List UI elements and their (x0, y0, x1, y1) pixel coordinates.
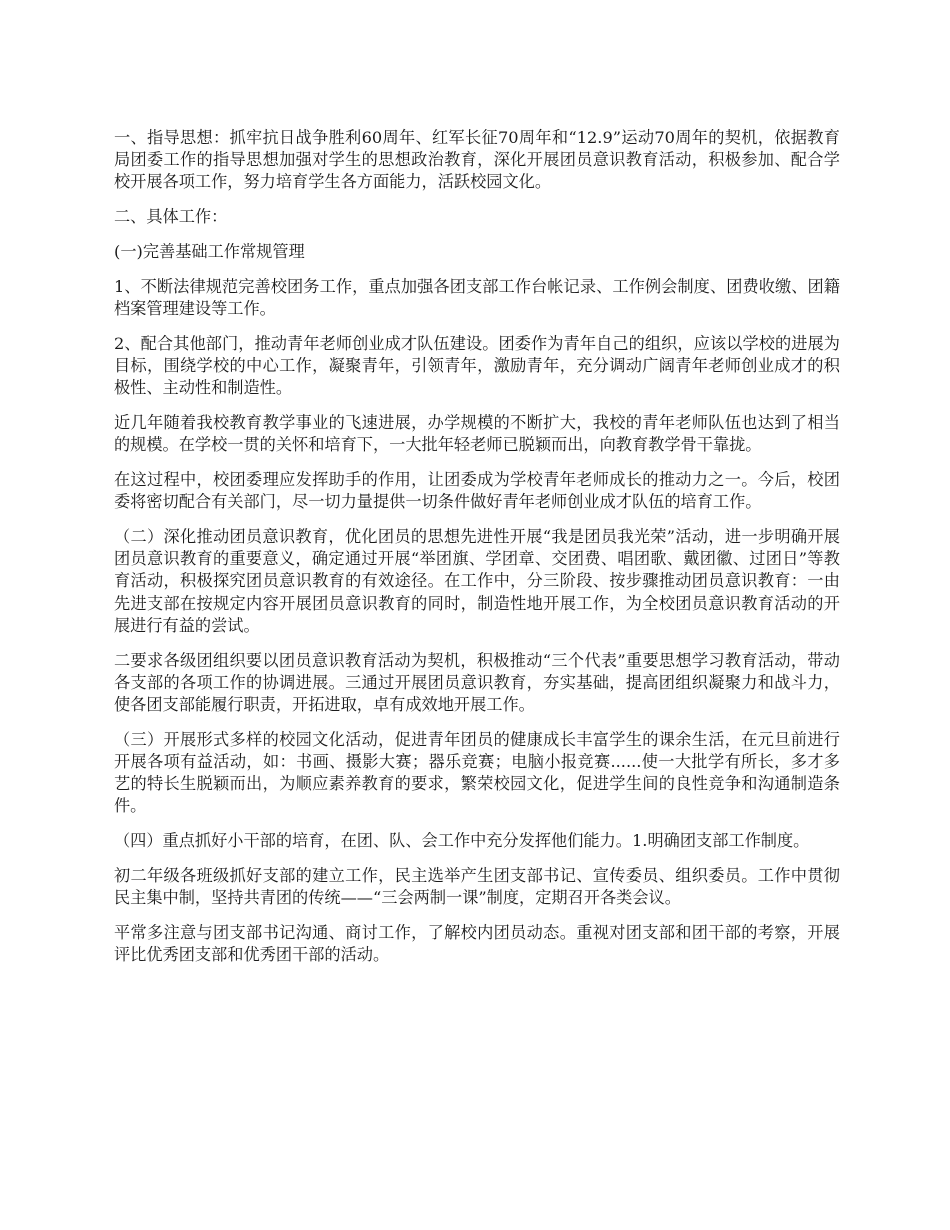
paragraph-section-3: （三）开展形式多样的校园文化活动，促进青年团员的健康成长丰富学生的课余生活，在元旦前进行开展各项有益活动，如：书画、摄影大赛；器乐竞赛；电脑小报竞赛......使一大批学有所长，多才多艺的特长生脱颖而出，为顺应素养教育的要求，繁荣校园文化，促进学生间的良性竞争和沟通制造条件。 (114, 729, 840, 816)
paragraph-grade-two-branches: 初二年级各班级抓好支部的建立工作，民主选举产生团支部书记、宣传委员、组织委员。工作中贯彻民主集中制，坚持共青团的传统——“三会两制一课”制度，定期召开各类会议。 (114, 866, 840, 908)
paragraph-guiding-ideology: 一、指导思想：抓牢抗日战争胜利60周年、红军长征70周年和“12.9”运动70周年的契机，依据教育局团委工作的指导思想加强对学生的思想政治教育，深化开展团员意识教育活动，积极参加、配合学校开展各项工作，努力培育学生各方面能力，活跃校园文化。 (114, 128, 840, 192)
paragraph-teacher-team: 近几年随着我校教育教学事业的飞速进展，办学规模的不断扩大，我校的青年老师队伍也达到了相当的规模。在学校一贯的关怀和培育下，一大批年轻老师已脱颖而出，向教育教学骨干靠拢。 (114, 413, 840, 455)
paragraph-section-2-continued: 二要求各级团组织要以团员意识教育活动为契机，积极推动“三个代表”重要思想学习教育活动，带动各支部的各项工作的协调进展。三通过开展团员意识教育，夯实基础，提高团组织凝聚力和战斗力，使各团支部能履行职责，开拓进取，卓有成效地开展工作。 (114, 650, 840, 715)
paragraph-section-4: （四）重点抓好小干部的培育，在团、队、会工作中充分发挥他们能力。1.明确团支部工作制度。 (114, 831, 810, 851)
heading-specific-work: 二、具体工作： (114, 207, 228, 227)
paragraph-item-2: 2、配合其他部门，推动青年老师创业成才队伍建设。团委作为青年自己的组织，应该以学校的进展为目标，围绕学校的中心工作，凝聚青年，引领青年，激励青年，充分调动广阔青年老师创业成才的积极性、主动性和制造性。 (114, 333, 840, 398)
subheading-basic-work: (一)完善基础工作常规管理 (114, 242, 305, 261)
paragraph-youth-league-role: 在这过程中，校团委理应发挥助手的作用，让团委成为学校青年老师成长的推动力之一。今后，校团委将密切配合有关部门，尽一切力量提供一切条件做好青年老师创业成才队伍的培育工作。 (114, 470, 840, 512)
paragraph-section-2: （二）深化推动团员意识教育，优化团员的思想先进性开展“我是团员我光荣”活动，进一步明确开展团员意识教育的重要意义，确定通过开展“举团旗、学团章、交团费、唱团歌、戴团徽、过团日”等教育活动，积极探究团员意识教育的有效途径。在工作中，分三阶段、按步骤推动团员意识教育：一由先进支部在按规定内容开展团员意识教育的同时，制造性地开展工作，为全校团员意识教育活动的开展进行有益的尝试。 (114, 527, 840, 635)
paragraph-item-1: 1、不断法律规范完善校团务工作，重点加强各团支部工作台帐记录、工作例会制度、团费收缴、团籍档案管理建设等工作。 (114, 276, 840, 318)
paragraph-communication: 平常多注意与团支部书记沟通、商讨工作，了解校内团员动态。重视对团支部和团干部的考察，开展评比优秀团支部和优秀团干部的活动。 (114, 923, 840, 965)
document-body (114, 127, 840, 979)
